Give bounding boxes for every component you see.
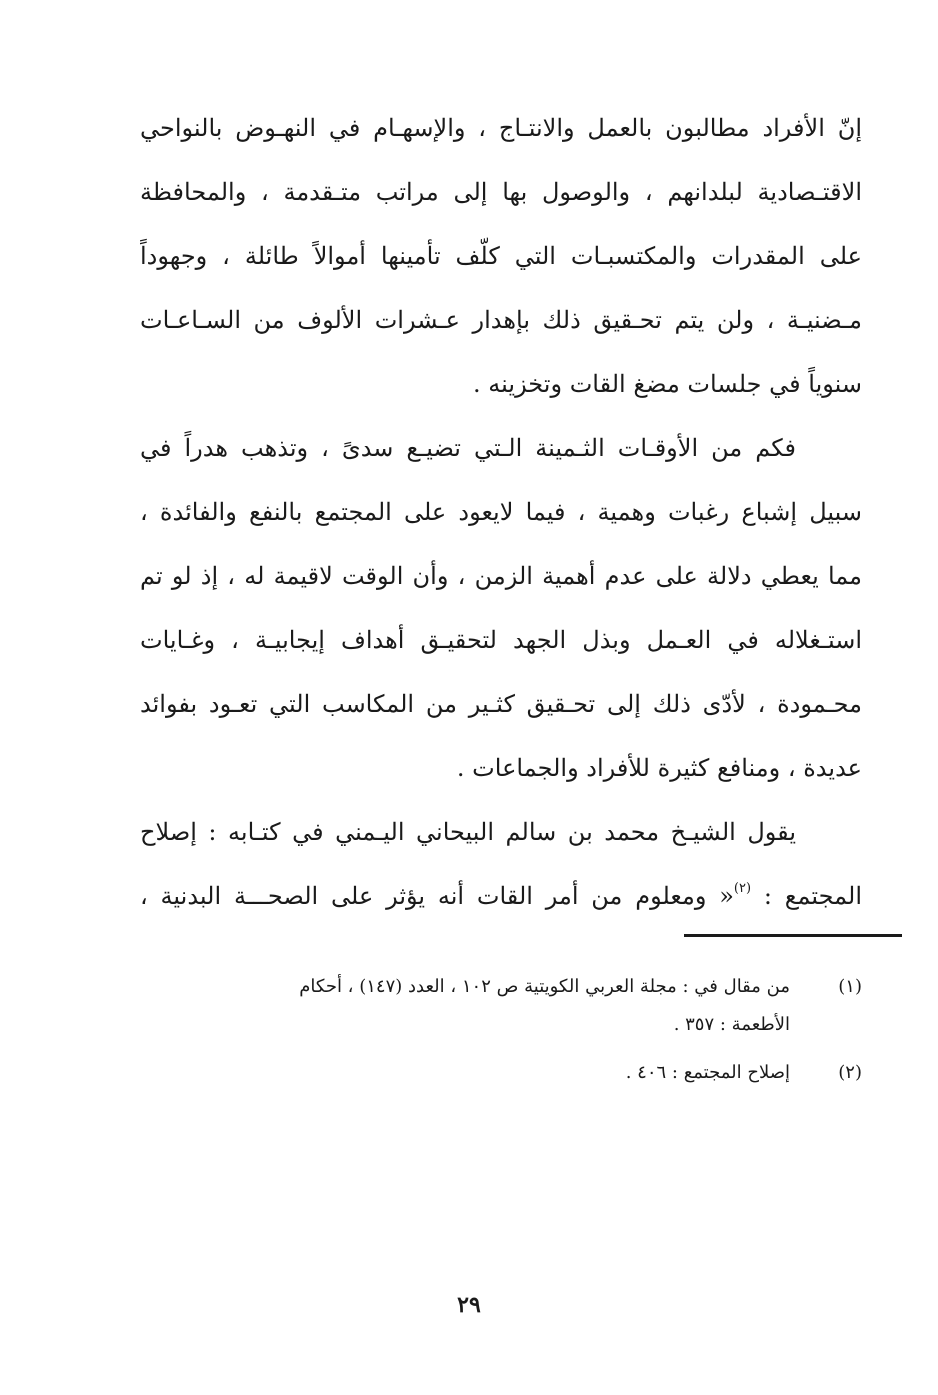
text-line: استـغلاله في العـمل وبذل الجهد لتحقيـق أهداف إيجابيـة ، وغـايات	[140, 626, 862, 654]
text-line: مـضنيـة ، ولن يتم تحـقيق ذلك بإهدار عـشرات الألوف من السـاعـات	[140, 306, 862, 334]
text-line: إنّ الأفراد مطالبون بالعمل والانتـاج ، والإسهـام في النهـوض بالنواحي	[140, 114, 862, 142]
text-line: سبيل إشباع رغبات وهمية ، فيما لايعود على المجتمع بالنفع والفائدة ،	[140, 498, 862, 526]
paragraph-2	[140, 416, 862, 800]
text-line: يقول الشيـخ محمد بن سالم البيحاني اليـمني في كتـابه : إصلاح	[140, 818, 796, 846]
main-text	[140, 96, 862, 928]
footnote-line: إصلاح المجتمع : ٤٠٦ .	[625, 1062, 790, 1083]
text-line	[140, 864, 862, 928]
footnote-1	[160, 968, 862, 1044]
footnote-text	[160, 968, 790, 1044]
footnote-number: (٢)	[838, 1062, 862, 1083]
footnote-line: من مقال في : مجلة العربي الكويتية ص ١٠٢ ، العدد (١٤٧) ، أحكام	[299, 976, 790, 997]
text-line: مما يعطي دلالة على عدم أهمية الزمن ، وأن الوقت لاقيمة له ، إذ لو تم	[140, 562, 862, 590]
text-line: سنوياً في جلسات مضغ القات وتخزينه .	[473, 370, 862, 398]
footnote-text	[160, 1054, 790, 1092]
paragraph-1	[140, 96, 862, 416]
text-line: فكم من الأوقـات الثـمينة الـتي تضيـع سدىً ، وتذهب هدراً في	[140, 434, 796, 462]
footnote-line: الأطعمة : ٣٥٧ .	[673, 1014, 790, 1035]
text-line: محـمودة ، لأدّى ذلك إلى تحـقيق كثـير من المكاسب التي تعـود بفوائد	[140, 690, 862, 718]
footnote-reference[interactable]: (٢)	[733, 881, 752, 896]
footnote-separator	[684, 934, 902, 937]
paragraph-3	[140, 800, 862, 928]
text-line: عديدة ، ومنافع كثيرة للأفراد والجماعات .	[456, 754, 862, 782]
footnote-number: (١)	[838, 976, 862, 997]
text-line: الاقتـصادية لبلدانهم ، والوصول بها إلى مراتب متـقدمة ، والمحافظة	[140, 178, 862, 206]
page-number: ٢٩	[457, 1292, 481, 1318]
text-line: على المقدرات والمكتسبـات التي كلّف تأمينها أموالاً طائلة ، وجهوداً	[140, 242, 862, 270]
footnote-2	[160, 1054, 862, 1092]
text-segment: المجتمع :	[751, 882, 862, 910]
footnotes	[160, 968, 862, 1102]
text-segment: « ومعلوم من أمر القات أنه يؤثر على الصحـــة البدنية ،	[140, 882, 734, 910]
